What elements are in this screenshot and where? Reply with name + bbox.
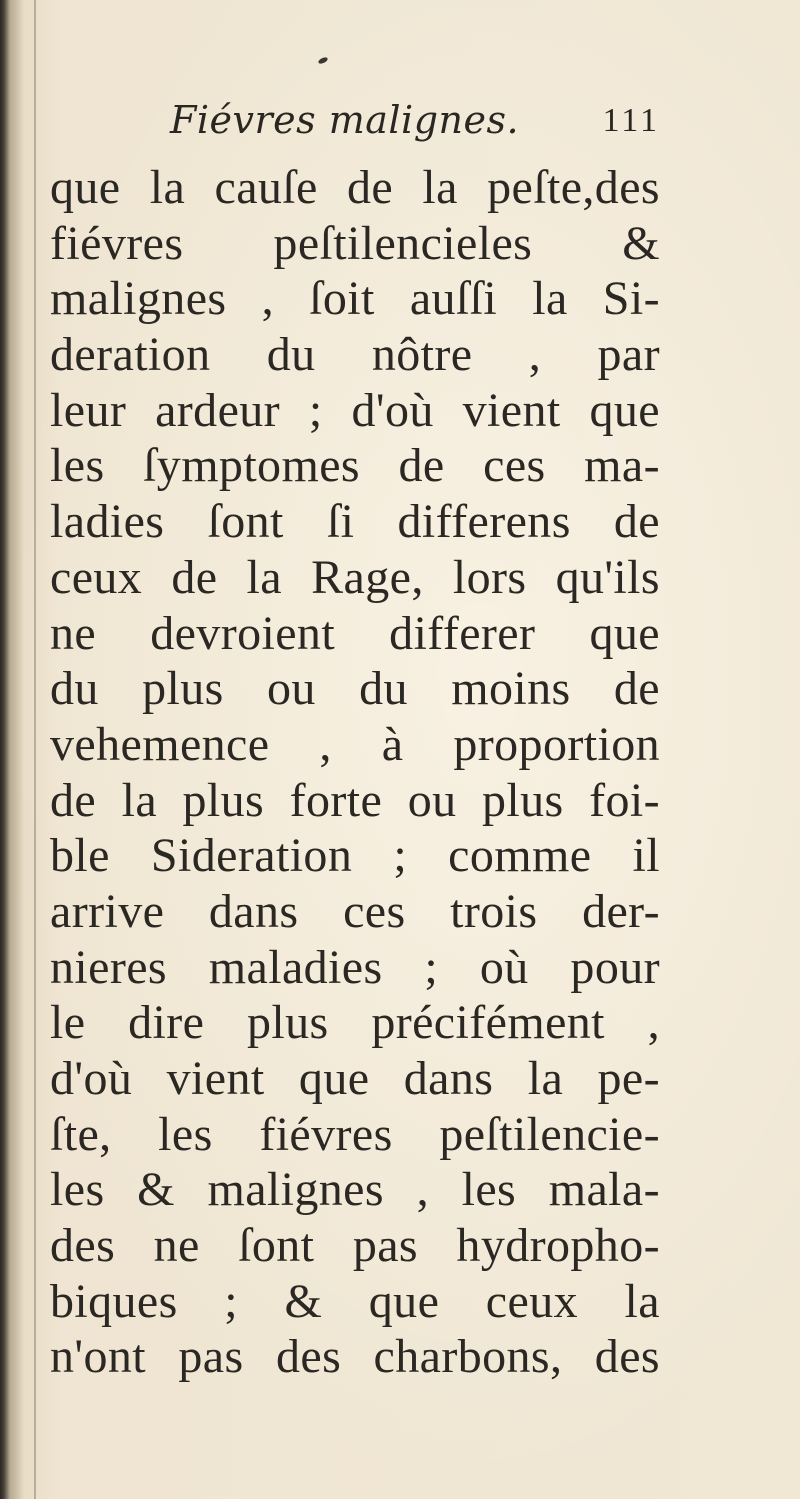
text-line: ble Sideration ; comme il	[50, 829, 660, 883]
running-head	[170, 98, 660, 158]
text-line: n'ont pas des charbons, des	[50, 1330, 660, 1384]
text-line: d'où vient que dans la pe-	[50, 1052, 660, 1105]
text-line: biques ; & que ceux la	[50, 1274, 660, 1328]
text-line: fiévres peſtilencieles &	[50, 216, 660, 270]
page-number: 111	[602, 102, 660, 139]
text-line: que la cauſe de la peſte,des	[50, 161, 660, 214]
text-line: nieres maladies ; où pour	[50, 940, 660, 994]
text-line: les ſymptomes de ces ma-	[50, 439, 660, 493]
running-title: Fiévres malignes.	[170, 98, 520, 142]
text-line: du plus ou du moins de	[50, 662, 660, 716]
text-line: le dire plus précifément ,	[50, 996, 660, 1050]
text-line: malignes , ſoit auſſi la Si-	[50, 272, 660, 326]
text-line: les & malignes , les mala-	[50, 1163, 660, 1217]
text-line: ſte, les fiévres peſtilencie-	[50, 1107, 660, 1161]
ink-speck	[317, 56, 328, 65]
text-line: des ne ſont pas hydropho-	[50, 1219, 660, 1273]
text-line: leur ardeur ; d'où vient que	[50, 383, 660, 437]
body-text	[50, 160, 660, 1385]
gutter-line	[34, 0, 36, 1499]
text-line: arrive dans ces trois der-	[50, 884, 660, 938]
text-line: ladies ſont ſi differens de	[50, 495, 660, 549]
text-line: de la plus forte ou plus foi-	[50, 773, 660, 827]
text-line: ceux de la Rage, lors qu'ils	[50, 550, 660, 604]
page-gutter	[0, 0, 24, 1499]
text-line: vehemence , à proportion	[50, 717, 660, 771]
text-line: ne devroient differer que	[50, 606, 660, 660]
text-line: deration du nôtre , par	[50, 328, 660, 382]
